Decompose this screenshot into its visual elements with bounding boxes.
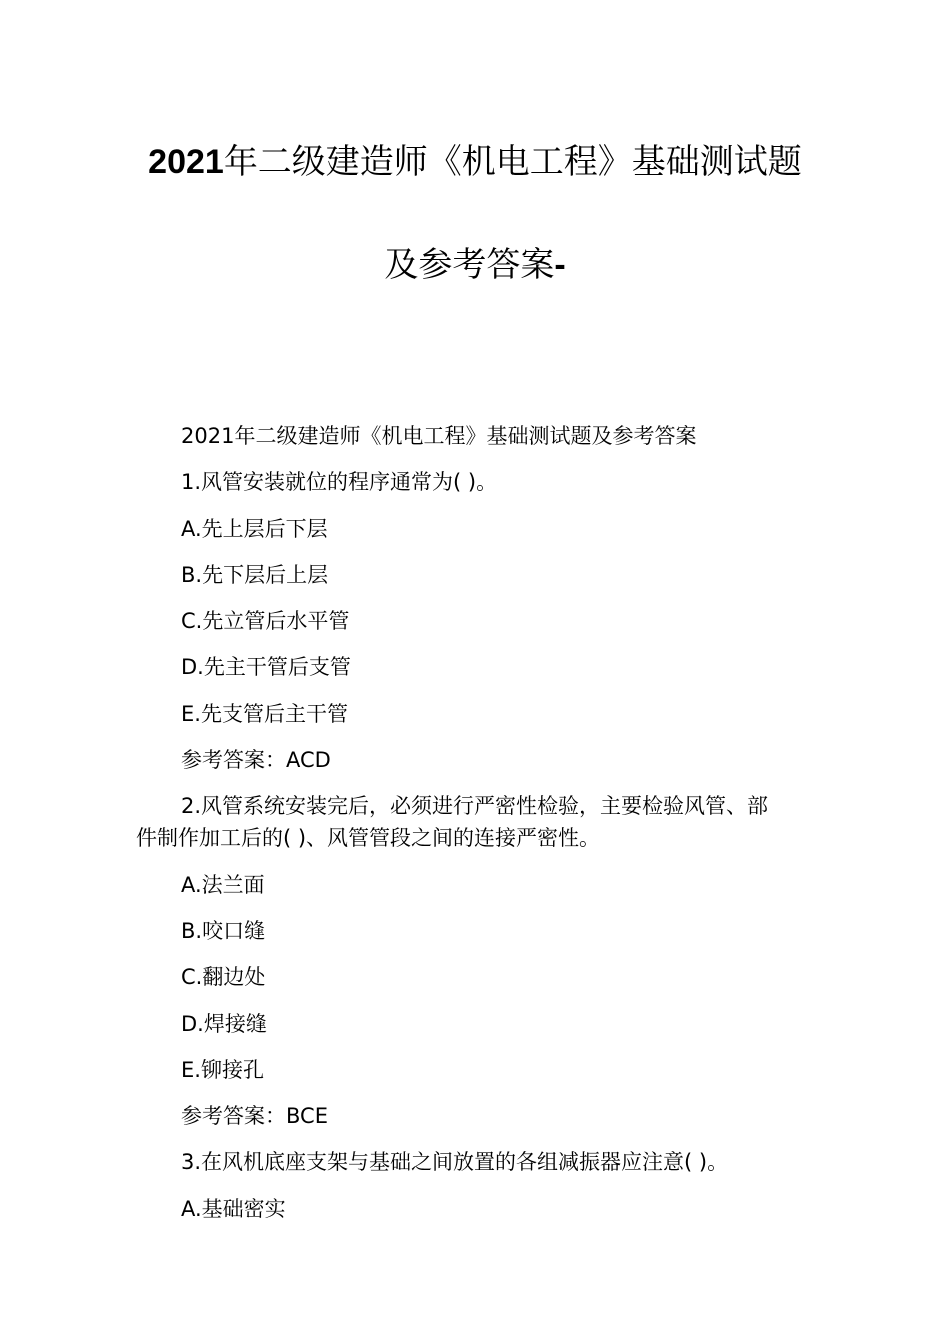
- question-1-option-e: E.先支管后主干管: [181, 701, 348, 726]
- question-3-option-a: A.基础密实: [181, 1196, 286, 1221]
- question-1-answer: 参考答案：ACD: [181, 748, 331, 773]
- document-title-line-2: [120, 245, 830, 285]
- title-text: 年二级建造师《机电工程》基础测试题: [223, 142, 802, 182]
- question-1-option-b: B.先下层后上层: [181, 562, 329, 587]
- question-2-option-e: E.铆接孔: [181, 1057, 264, 1082]
- question-1-option-a: A.先上层后下层: [181, 516, 328, 541]
- question-1-option-c: C.先立管后水平管: [181, 609, 350, 634]
- question-2-option-a: A.法兰面: [181, 872, 265, 897]
- question-1-stem: 1.风管安装就位的程序通常为( )。: [181, 470, 498, 495]
- intro-paragraph: 2021年二级建造师《机电工程》基础测试题及参考答案: [181, 424, 697, 448]
- question-2-stem-line-2: 件制作加工后的( )、风管管段之间的连接严密性。: [136, 826, 601, 851]
- question-2-answer: 参考答案：BCE: [181, 1104, 328, 1129]
- question-2-stem-line-1: 2.风管系统安装完后，必须进行严密性检验，主要检验风管、部: [181, 794, 769, 819]
- title-dash: -: [554, 246, 566, 284]
- title-subtext: 及参考答案: [384, 245, 555, 285]
- question-1-option-d: D.先主干管后支管: [181, 655, 351, 680]
- question-2-option-b: B.咬口缝: [181, 918, 266, 943]
- document-title-line-1: [120, 142, 830, 182]
- title-year: 2021: [148, 143, 224, 181]
- question-2-option-d: D.焊接缝: [181, 1011, 267, 1036]
- document-body: [136, 420, 816, 1239]
- question-2-option-c: C.翻边处: [181, 965, 266, 990]
- question-3-stem: 3.在风机底座支架与基础之间放置的各组减振器应注意( )。: [181, 1150, 729, 1175]
